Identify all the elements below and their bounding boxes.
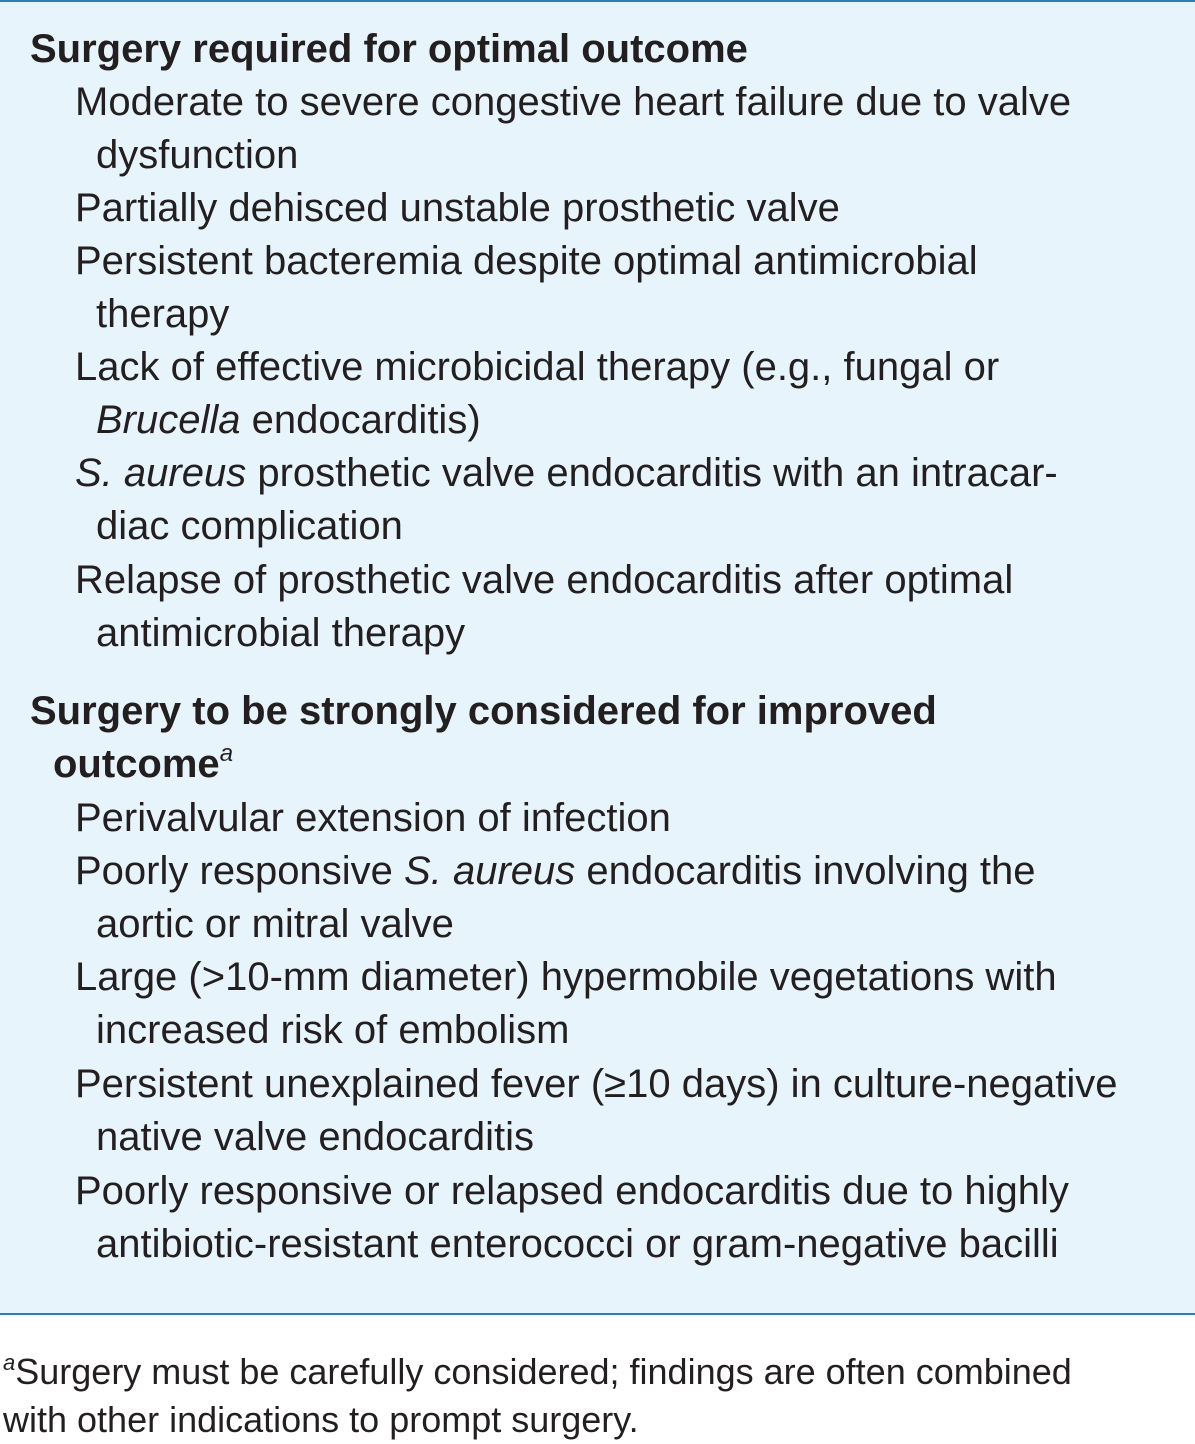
list-item-line: diac complication <box>96 504 403 548</box>
list-item-text: prosthetic valve endocarditis with an intracar- <box>246 451 1058 495</box>
list-item-line: Lack of effective microbicidal therapy (e.g., fungal or <box>75 345 1000 389</box>
list-item <box>75 1058 1185 1164</box>
list-item-line: aortic or mitral valve <box>96 902 454 946</box>
footnote-text: Surgery must be carefully considered; findings are often combined <box>15 1351 1072 1392</box>
list-item-line: antibiotic-resistant enterococci or gram-negative bacilli <box>96 1222 1059 1266</box>
list-item-line <box>75 845 1185 898</box>
section-heading-considered-line: Surgery to be strongly considered for improved <box>30 689 937 733</box>
table-footnote <box>3 1348 1193 1444</box>
list-item <box>75 341 1185 447</box>
section-heading-considered <box>30 685 937 791</box>
list-item-line <box>75 447 1185 500</box>
footnote-line <box>3 1348 1193 1396</box>
list-item-text: Poorly responsive <box>75 849 405 893</box>
list-item-line <box>75 394 1185 447</box>
list-item-line: Large (>10-mm diameter) hypermobile vegetations with <box>75 955 1057 999</box>
list-item <box>75 182 1185 235</box>
list-item <box>75 1165 1185 1271</box>
footnote-marker: a <box>219 740 234 767</box>
list-item-text: endocarditis) <box>240 398 481 442</box>
list-item <box>75 447 1185 553</box>
list-item <box>75 845 1185 951</box>
organism-name: S. aureus <box>75 451 247 495</box>
footnote-line: with other indications to prompt surgery. <box>3 1399 639 1440</box>
section-heading-required <box>30 23 748 76</box>
list-item-line: Moderate to severe congestive heart failure due to valve <box>75 80 1072 124</box>
list-item-text: endocarditis involving the <box>575 849 1036 893</box>
list-item <box>75 554 1185 660</box>
list-item-line: native valve endocarditis <box>96 1115 535 1159</box>
list-item-line: increased risk of embolism <box>96 1008 570 1052</box>
section-heading-considered-line <box>30 738 937 791</box>
list-item-line: antimicrobial therapy <box>96 611 466 655</box>
organism-name: S. aureus <box>404 849 576 893</box>
list-item-line: Persistent bacteremia despite optimal antimicrobial <box>75 239 978 283</box>
section-heading-considered-text: outcome <box>53 742 220 786</box>
list-item-line: dysfunction <box>96 133 299 177</box>
footnote-marker: a <box>3 1350 16 1375</box>
list-item-line: Persistent unexplained fever (≥10 days) in culture-negative <box>75 1062 1118 1106</box>
list-item-line: Perivalvular extension of infection <box>75 796 671 840</box>
list-item <box>75 76 1185 182</box>
section-heading-required-text: Surgery required for optimal outcome <box>30 27 748 71</box>
list-item <box>75 235 1185 341</box>
list-item-line: Relapse of prosthetic valve endocarditis after optimal <box>75 558 1014 602</box>
list-item <box>75 951 1185 1057</box>
list-item <box>75 792 1185 845</box>
organism-name: Brucella <box>96 398 241 442</box>
list-item-line: Partially dehisced unstable prosthetic valve <box>75 186 840 230</box>
list-item-line: therapy <box>96 292 230 336</box>
list-item-line: Poorly responsive or relapsed endocarditis due to highly <box>75 1169 1069 1213</box>
